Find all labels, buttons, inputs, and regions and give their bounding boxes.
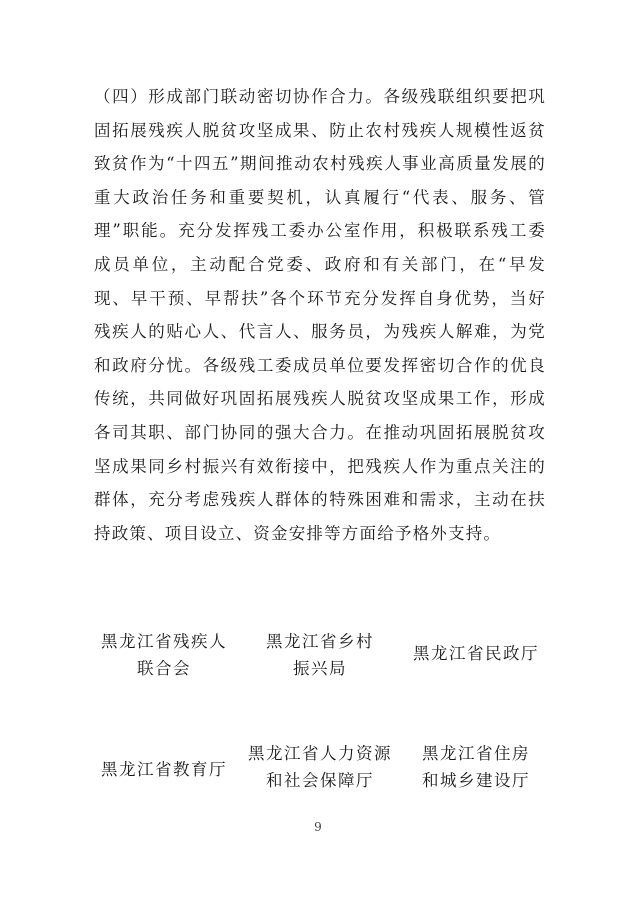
signatory-line: 黑龙江省乡村 bbox=[266, 632, 374, 651]
signatory-line: 黑龙江省教育厅 bbox=[101, 760, 227, 779]
page-number: 9 bbox=[314, 820, 322, 834]
signatory-civil-affairs-department bbox=[402, 628, 550, 682]
signatory-human-resources-department bbox=[246, 740, 394, 794]
signatory-disabled-persons-federation bbox=[90, 628, 238, 682]
signatory-line: 黑龙江省民政厅 bbox=[413, 644, 539, 663]
signatory-education-department bbox=[90, 740, 238, 794]
signatory-line: 黑龙江省残疾人 bbox=[101, 632, 227, 651]
signatory-line: 联合会 bbox=[137, 659, 191, 678]
signatory-housing-department bbox=[402, 740, 550, 794]
signatory-rural-revitalization-bureau bbox=[246, 628, 394, 682]
signatory-line: 和社会保障厅 bbox=[266, 771, 374, 790]
signatory-line: 和城乡建设厅 bbox=[422, 771, 530, 790]
signatory-line: 振兴局 bbox=[293, 659, 347, 678]
signatory-block bbox=[90, 628, 550, 794]
signatory-line: 黑龙江省住房 bbox=[422, 744, 530, 763]
body-paragraph: （四）形成部门联动密切协作合力。各级残联组织要把巩固拓展残疾人脱贫攻坚成果、防止农村残疾人规模性返贫致贫作为“十四五”期间推动农村残疾人事业高质量发展的重大政治任务和重要契机，认真履行“代表、服务、管理”职能。充分发挥残工委办公室作用，积极联系残工委成员单位，主动配合党委、政府和有关部门，在“早发现、早干预、早帮扶”各个环节充分发挥自身优势，当好残疾人的贴心人、代言人、服务员，为残疾人解难，为党和政府分忧。各级残工委成员单位要发挥密切合作的优良传统，共同做好巩固拓展残疾人脱贫攻坚成果工作，形成各司其职、部门协同的强大合力。在推动巩固拓展脱贫攻坚成果同乡村振兴有效衔接中，把残疾人作为重点关注的群体，充分考虑残疾人群体的特殊困难和需求，主动在扶持政策、项目设立、资金安排等方面给予格外支持。 bbox=[94, 87, 546, 543]
signatory-line: 黑龙江省人力资源 bbox=[248, 744, 392, 763]
